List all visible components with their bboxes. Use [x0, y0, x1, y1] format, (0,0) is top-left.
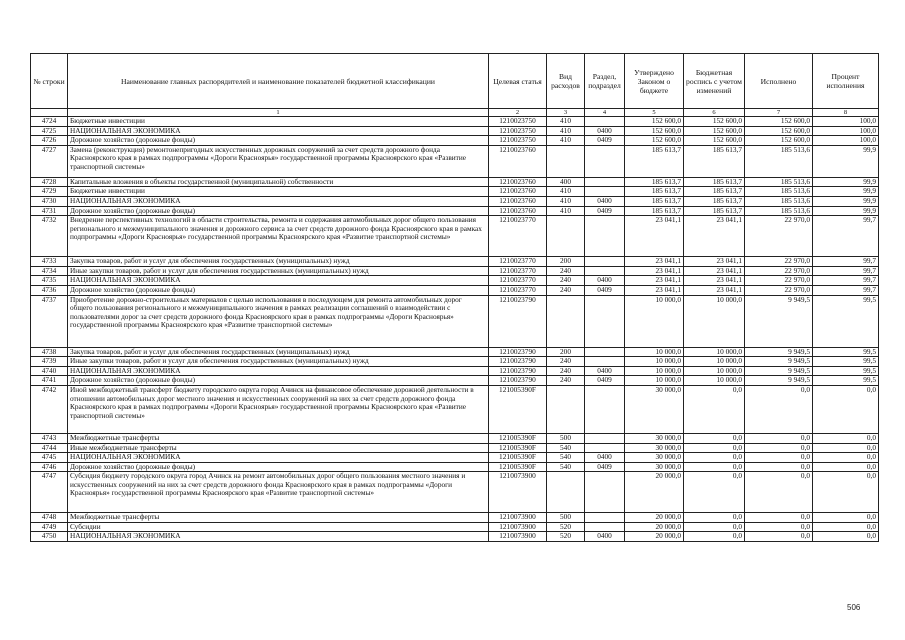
row-expense-type: 410 — [547, 136, 585, 146]
row-number: 4742 — [31, 385, 68, 433]
header-razdel: Раздел, подраздел — [585, 54, 625, 109]
row-target-article: 121005390F — [489, 453, 547, 463]
row-percent: 99,7 — [813, 216, 879, 257]
row-target-article: 1210023760 — [489, 187, 547, 197]
table-row — [31, 532, 879, 542]
row-percent: 0,0 — [813, 385, 879, 433]
row-number: 4732 — [31, 216, 68, 257]
row-name: НАЦИОНАЛЬНАЯ ЭКОНОМИКА — [68, 196, 489, 206]
row-executed: 0,0 — [745, 433, 813, 443]
row-number: 4726 — [31, 136, 68, 146]
row-target-article: 1210023790 — [489, 366, 547, 376]
row-percent: 99,9 — [813, 206, 879, 216]
row-budget-schedule: 152 600,0 — [684, 126, 745, 136]
table-row — [31, 136, 879, 146]
header-done: Исполнено — [745, 54, 813, 109]
col-number-3: 3 — [547, 109, 585, 117]
row-number: 4748 — [31, 513, 68, 523]
table-row — [31, 433, 879, 443]
row-approved: 185 613,7 — [625, 187, 684, 197]
row-section — [585, 513, 625, 523]
row-target-article: 1210023750 — [489, 126, 547, 136]
row-percent: 99,7 — [813, 285, 879, 295]
row-expense-type: 410 — [547, 196, 585, 206]
header-budget: Бюджетная роспись с учетом изменений — [684, 54, 745, 109]
row-target-article: 1210023790 — [489, 295, 547, 347]
row-section: 0400 — [585, 126, 625, 136]
row-target-article: 1210023760 — [489, 145, 547, 177]
row-percent: 0,0 — [813, 453, 879, 463]
row-name: Иной межбюджетный трансферт бюджету городского округа город Ачинск на финансовое обеспечение дорожной деятельности в отношении автомобильных дорог местного значения и искусственных сооружений на них за счет средств дорожного фонда Красноярского края в рамках подпрограммы «Дороги Красноярья» государственной программы Красноярского края «Развитие транспортной системы» — [68, 385, 489, 433]
col-number-4: 4 — [585, 109, 625, 117]
row-section — [585, 145, 625, 177]
row-approved: 30 000,0 — [625, 385, 684, 433]
table-row — [31, 177, 879, 187]
row-expense-type: 520 — [547, 532, 585, 542]
row-target-article: 1210023790 — [489, 357, 547, 367]
row-budget-schedule: 0,0 — [684, 513, 745, 523]
row-name: Дорожное хозяйство (дорожные фонды) — [68, 462, 489, 472]
budget-table — [30, 53, 879, 542]
row-executed: 0,0 — [745, 513, 813, 523]
row-target-article: 1210023760 — [489, 196, 547, 206]
row-executed: 0,0 — [745, 532, 813, 542]
row-name: Бюджетные инвестиции — [68, 117, 489, 127]
table-row — [31, 126, 879, 136]
table-row — [31, 462, 879, 472]
row-executed: 22 970,0 — [745, 257, 813, 267]
row-section: 0409 — [585, 462, 625, 472]
col-number-7: 7 — [745, 109, 813, 117]
row-name: Иные межбюджетные трансферты — [68, 443, 489, 453]
row-number: 4741 — [31, 376, 68, 386]
row-section — [585, 385, 625, 433]
column-numbers-row — [31, 109, 879, 117]
row-name: Закупка товаров, работ и услуг для обеспечения государственных (муниципальных) нужд — [68, 257, 489, 267]
row-budget-schedule: 0,0 — [684, 472, 745, 513]
row-number: 4745 — [31, 453, 68, 463]
row-number: 4739 — [31, 357, 68, 367]
row-approved: 10 000,0 — [625, 357, 684, 367]
row-section: 0409 — [585, 376, 625, 386]
row-number: 4730 — [31, 196, 68, 206]
row-executed: 9 949,5 — [745, 357, 813, 367]
row-executed: 185 513,6 — [745, 196, 813, 206]
header-csr: Целевая статья — [489, 54, 547, 109]
row-executed: 185 513,6 — [745, 177, 813, 187]
row-target-article: 1210023790 — [489, 376, 547, 386]
row-budget-schedule: 0,0 — [684, 532, 745, 542]
row-budget-schedule: 23 041,1 — [684, 216, 745, 257]
row-number: 4736 — [31, 285, 68, 295]
row-budget-schedule: 0,0 — [684, 443, 745, 453]
row-target-article: 1210023770 — [489, 285, 547, 295]
table-row — [31, 206, 879, 216]
row-target-article: 1210073900 — [489, 513, 547, 523]
row-percent: 99,5 — [813, 347, 879, 357]
row-approved: 23 041,1 — [625, 266, 684, 276]
row-budget-schedule: 10 000,0 — [684, 347, 745, 357]
row-target-article: 1210073900 — [489, 472, 547, 513]
row-number: 4750 — [31, 532, 68, 542]
row-name: НАЦИОНАЛЬНАЯ ЭКОНОМИКА — [68, 453, 489, 463]
row-approved: 185 613,7 — [625, 206, 684, 216]
row-budget-schedule: 0,0 — [684, 522, 745, 532]
table-row — [31, 347, 879, 357]
row-approved: 23 041,1 — [625, 216, 684, 257]
row-percent: 99,9 — [813, 177, 879, 187]
row-percent: 99,5 — [813, 295, 879, 347]
row-section — [585, 347, 625, 357]
row-section: 0400 — [585, 276, 625, 286]
row-percent: 99,9 — [813, 145, 879, 177]
row-executed: 0,0 — [745, 443, 813, 453]
row-executed: 0,0 — [745, 472, 813, 513]
row-section: 0400 — [585, 532, 625, 542]
row-expense-type: 520 — [547, 522, 585, 532]
row-number: 4728 — [31, 177, 68, 187]
row-expense-type — [547, 216, 585, 257]
row-approved: 152 600,0 — [625, 126, 684, 136]
row-target-article: 1210023750 — [489, 136, 547, 146]
row-target-article: 1210023770 — [489, 266, 547, 276]
row-target-article: 1210073900 — [489, 522, 547, 532]
table-row — [31, 522, 879, 532]
row-section: 0400 — [585, 366, 625, 376]
row-approved: 185 613,7 — [625, 145, 684, 177]
row-name: Дорожное хозяйство (дорожные фонды) — [68, 285, 489, 295]
row-name: Закупка товаров, работ и услуг для обеспечения государственных (муниципальных) нужд — [68, 347, 489, 357]
row-approved: 20 000,0 — [625, 532, 684, 542]
row-target-article: 121005390F — [489, 443, 547, 453]
col-number-1: 1 — [68, 109, 489, 117]
row-budget-schedule: 10 000,0 — [684, 376, 745, 386]
row-name: Дорожное хозяйство (дорожные фонды) — [68, 376, 489, 386]
row-target-article: 1210023760 — [489, 177, 547, 187]
table-row — [31, 285, 879, 295]
table-row — [31, 216, 879, 257]
row-expense-type: 540 — [547, 462, 585, 472]
col-number-8: 8 — [813, 109, 879, 117]
row-percent: 99,7 — [813, 266, 879, 276]
row-name: Внедрение перспективных технологий в области строительства, ремонта и содержания автомобильных дорог общего пользования регионального и межмуниципального значения и дорожного сервиса за счет средств дорожного фонда Красноярского края в рамках подпрограммы «Дороги Красноярья» государственной программы Красноярского края «Развитие транспортной системы» — [68, 216, 489, 257]
row-section — [585, 433, 625, 443]
row-budget-schedule: 23 041,1 — [684, 266, 745, 276]
row-number: 4731 — [31, 206, 68, 216]
row-name: Капитальные вложения в объекты государственной (муниципальной) собственности — [68, 177, 489, 187]
row-number: 4740 — [31, 366, 68, 376]
row-executed: 9 949,5 — [745, 376, 813, 386]
row-number: 4737 — [31, 295, 68, 347]
row-budget-schedule: 23 041,1 — [684, 276, 745, 286]
row-approved: 185 613,7 — [625, 177, 684, 187]
row-percent: 99,7 — [813, 257, 879, 267]
row-executed: 0,0 — [745, 462, 813, 472]
row-budget-schedule: 185 613,7 — [684, 187, 745, 197]
row-executed: 152 600,0 — [745, 117, 813, 127]
row-section — [585, 357, 625, 367]
row-target-article: 1210023760 — [489, 206, 547, 216]
row-expense-type: 410 — [547, 187, 585, 197]
row-name: НАЦИОНАЛЬНАЯ ЭКОНОМИКА — [68, 126, 489, 136]
row-expense-type: 240 — [547, 366, 585, 376]
row-expense-type — [547, 472, 585, 513]
row-section: 0409 — [585, 285, 625, 295]
row-percent: 0,0 — [813, 522, 879, 532]
row-number: 4747 — [31, 472, 68, 513]
row-section — [585, 187, 625, 197]
row-expense-type: 500 — [547, 433, 585, 443]
row-expense-type: 240 — [547, 266, 585, 276]
row-name: НАЦИОНАЛЬНАЯ ЭКОНОМИКА — [68, 366, 489, 376]
row-name: Иные закупки товаров, работ и услуг для обеспечения государственных (муниципальных) нужд — [68, 266, 489, 276]
row-executed: 22 970,0 — [745, 276, 813, 286]
table-row — [31, 276, 879, 286]
row-executed: 185 513,6 — [745, 187, 813, 197]
row-section: 0409 — [585, 136, 625, 146]
row-section: 0409 — [585, 206, 625, 216]
row-target-article: 1210023770 — [489, 216, 547, 257]
table-row — [31, 266, 879, 276]
row-percent: 100,0 — [813, 126, 879, 136]
row-approved: 20 000,0 — [625, 513, 684, 523]
row-name: Замена (реконструкция) ремонтонепригодных искусственных дорожных сооружений за счет средств дорожного фонда Красноярского края в рамках подпрограммы «Дороги Красноярья» государственной программы Красноярского края «Развитие транспортной системы» — [68, 145, 489, 177]
row-name: Иные закупки товаров, работ и услуг для обеспечения государственных (муниципальных) нужд — [68, 357, 489, 367]
row-budget-schedule: 152 600,0 — [684, 136, 745, 146]
row-name: Дорожное хозяйство (дорожные фонды) — [68, 136, 489, 146]
row-expense-type: 410 — [547, 126, 585, 136]
row-budget-schedule: 185 613,7 — [684, 196, 745, 206]
col-number-2: 2 — [489, 109, 547, 117]
row-percent: 0,0 — [813, 462, 879, 472]
row-executed: 0,0 — [745, 385, 813, 433]
row-approved: 152 600,0 — [625, 136, 684, 146]
row-percent: 0,0 — [813, 433, 879, 443]
row-budget-schedule: 185 613,7 — [684, 206, 745, 216]
row-section: 0400 — [585, 453, 625, 463]
table-body — [31, 117, 879, 542]
row-section: 0400 — [585, 196, 625, 206]
row-section — [585, 443, 625, 453]
header-vr: Вид расходов — [547, 54, 585, 109]
header-name: Наименование главных распорядителей и наименование показателей бюджетной классификации — [68, 54, 489, 109]
row-budget-schedule: 185 613,7 — [684, 177, 745, 187]
header-pct: Процент исполнения — [813, 54, 879, 109]
row-target-article: 1210073900 — [489, 532, 547, 542]
row-section — [585, 522, 625, 532]
row-number: 4743 — [31, 433, 68, 443]
row-section — [585, 117, 625, 127]
row-expense-type: 400 — [547, 177, 585, 187]
row-expense-type — [547, 145, 585, 177]
row-approved: 10 000,0 — [625, 295, 684, 347]
col-number-6: 6 — [684, 109, 745, 117]
row-target-article: 121005390F — [489, 462, 547, 472]
table-row — [31, 376, 879, 386]
row-section — [585, 295, 625, 347]
table-row — [31, 257, 879, 267]
row-approved: 23 041,1 — [625, 285, 684, 295]
row-budget-schedule: 10 000,0 — [684, 357, 745, 367]
row-name: НАЦИОНАЛЬНАЯ ЭКОНОМИКА — [68, 276, 489, 286]
row-budget-schedule: 185 613,7 — [684, 145, 745, 177]
row-percent: 100,0 — [813, 136, 879, 146]
row-number: 4735 — [31, 276, 68, 286]
row-approved: 20 000,0 — [625, 522, 684, 532]
row-name: Бюджетные инвестиции — [68, 187, 489, 197]
row-expense-type — [547, 295, 585, 347]
row-approved: 10 000,0 — [625, 376, 684, 386]
table-row — [31, 453, 879, 463]
row-percent: 99,7 — [813, 276, 879, 286]
row-number: 4727 — [31, 145, 68, 177]
row-approved: 185 613,7 — [625, 196, 684, 206]
row-executed: 152 600,0 — [745, 136, 813, 146]
row-target-article: 1210023750 — [489, 117, 547, 127]
row-name: НАЦИОНАЛЬНАЯ ЭКОНОМИКА — [68, 532, 489, 542]
row-executed: 22 970,0 — [745, 285, 813, 295]
row-approved: 23 041,1 — [625, 257, 684, 267]
row-section — [585, 257, 625, 267]
row-budget-schedule: 23 041,1 — [684, 285, 745, 295]
row-budget-schedule: 152 600,0 — [684, 117, 745, 127]
table-row — [31, 357, 879, 367]
row-number: 4729 — [31, 187, 68, 197]
row-name: Субсидия бюджету городского округа город Ачинск на ремонт автомобильных дорог общего пользования местного значения и искусственных сооружений на них за счет средств дорожного фонда Красноярского края в рамках подпрограммы «Дороги Красноярья» государственной программы Красноярского края «Развитие транспортной системы» — [68, 472, 489, 513]
row-budget-schedule: 0,0 — [684, 462, 745, 472]
row-executed: 9 949,5 — [745, 347, 813, 357]
table-row — [31, 295, 879, 347]
row-name: Приобретение дорожно-строительных материалов с целью использования в последующем для ремонта автомобильных дорог общего пользования регионального и межмуниципального значения в рамках реализации соглашений о взаимодействии с пользователями дорог за счет средств дорожного фонда Красноярского края в рамках подпрограммы «Дороги Красноярья» государственной программы Красноярского края «Развитие транспортной системы» — [68, 295, 489, 347]
page-number: 506 — [847, 603, 861, 612]
row-percent: 99,9 — [813, 196, 879, 206]
row-section — [585, 177, 625, 187]
row-approved: 152 600,0 — [625, 117, 684, 127]
row-budget-schedule: 23 041,1 — [684, 257, 745, 267]
row-percent: 100,0 — [813, 117, 879, 127]
row-approved: 23 041,1 — [625, 276, 684, 286]
row-percent: 0,0 — [813, 513, 879, 523]
row-percent: 99,5 — [813, 366, 879, 376]
row-number: 4746 — [31, 462, 68, 472]
header-approved: Утверждено Законом о бюджете — [625, 54, 684, 109]
row-target-article: 121005390F — [489, 385, 547, 433]
row-number: 4734 — [31, 266, 68, 276]
row-expense-type: 500 — [547, 513, 585, 523]
row-budget-schedule: 10 000,0 — [684, 366, 745, 376]
row-percent: 99,5 — [813, 376, 879, 386]
row-executed: 0,0 — [745, 522, 813, 532]
row-approved: 30 000,0 — [625, 443, 684, 453]
table-row — [31, 117, 879, 127]
row-name: Субсидии — [68, 522, 489, 532]
row-name: Межбюджетные трансферты — [68, 513, 489, 523]
row-expense-type: 540 — [547, 453, 585, 463]
row-approved: 20 000,0 — [625, 472, 684, 513]
table-row — [31, 472, 879, 513]
row-percent: 0,0 — [813, 472, 879, 513]
row-expense-type — [547, 385, 585, 433]
row-executed: 9 949,5 — [745, 295, 813, 347]
row-budget-schedule: 0,0 — [684, 433, 745, 443]
row-name: Дорожное хозяйство (дорожные фонды) — [68, 206, 489, 216]
row-target-article: 121005390F — [489, 433, 547, 443]
row-number: 4724 — [31, 117, 68, 127]
row-budget-schedule: 0,0 — [684, 385, 745, 433]
row-percent: 0,0 — [813, 532, 879, 542]
row-expense-type: 240 — [547, 285, 585, 295]
table-row — [31, 385, 879, 433]
row-target-article: 1210023770 — [489, 276, 547, 286]
row-expense-type: 200 — [547, 347, 585, 357]
row-budget-schedule: 0,0 — [684, 453, 745, 463]
row-approved: 30 000,0 — [625, 462, 684, 472]
row-approved: 30 000,0 — [625, 453, 684, 463]
row-budget-schedule: 10 000,0 — [684, 295, 745, 347]
row-number: 4749 — [31, 522, 68, 532]
row-section — [585, 216, 625, 257]
header-num: № строки — [31, 54, 68, 109]
row-percent: 0,0 — [813, 443, 879, 453]
row-number: 4744 — [31, 443, 68, 453]
row-expense-type: 240 — [547, 357, 585, 367]
table-row — [31, 513, 879, 523]
row-executed: 152 600,0 — [745, 126, 813, 136]
row-section — [585, 472, 625, 513]
row-expense-type: 410 — [547, 206, 585, 216]
col-number-5: 5 — [625, 109, 684, 117]
row-number: 4733 — [31, 257, 68, 267]
row-expense-type: 240 — [547, 276, 585, 286]
row-expense-type: 240 — [547, 376, 585, 386]
row-executed: 22 970,0 — [745, 266, 813, 276]
table-row — [31, 187, 879, 197]
row-executed: 185 513,6 — [745, 206, 813, 216]
row-approved: 10 000,0 — [625, 347, 684, 357]
row-name: Межбюджетные трансферты — [68, 433, 489, 443]
table-row — [31, 145, 879, 177]
row-executed: 185 513,6 — [745, 145, 813, 177]
row-target-article: 1210023770 — [489, 257, 547, 267]
row-number: 4738 — [31, 347, 68, 357]
row-executed: 9 949,5 — [745, 366, 813, 376]
row-section — [585, 266, 625, 276]
row-executed: 0,0 — [745, 453, 813, 463]
budget-table-sheet — [30, 53, 878, 542]
table-row — [31, 443, 879, 453]
row-approved: 10 000,0 — [625, 366, 684, 376]
row-expense-type: 410 — [547, 117, 585, 127]
row-percent: 99,9 — [813, 187, 879, 197]
row-expense-type: 200 — [547, 257, 585, 267]
row-target-article: 1210023790 — [489, 347, 547, 357]
row-executed: 22 970,0 — [745, 216, 813, 257]
row-number: 4725 — [31, 126, 68, 136]
row-approved: 30 000,0 — [625, 433, 684, 443]
row-percent: 99,5 — [813, 357, 879, 367]
row-expense-type: 540 — [547, 443, 585, 453]
table-row — [31, 366, 879, 376]
table-row — [31, 196, 879, 206]
header-row — [31, 54, 879, 109]
